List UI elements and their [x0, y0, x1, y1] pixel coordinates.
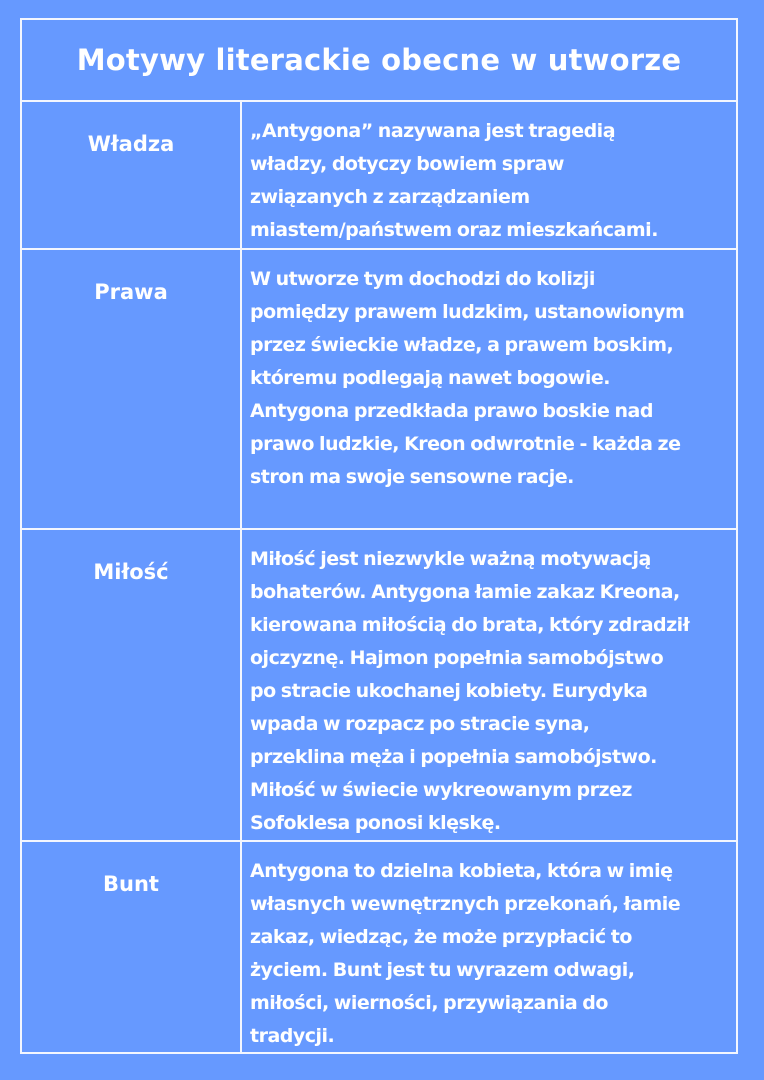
motif-label: Prawa [94, 280, 168, 304]
motif-label-cell [22, 842, 242, 1052]
motif-description: Miłość jest niezwykle ważną motywacją bohaterów. Antygona łamie zakaz Kreona, kierowana miłością do brata, który zdradził ojczyznę. Hajmon popełnia samobójstwo po stracie ukochanej kobiety. Eurydyka wpada w rozpacz po stracie syna, przeklina męża i popełnia samobójstwo. Miłość w świecie wykreowanym przez Sofoklesa ponosi klęskę. [250, 548, 690, 834]
table-header [22, 20, 736, 102]
motif-label: Bunt [103, 872, 159, 896]
page-title: Motywy literackie obecne w utworze [76, 43, 682, 77]
motif-label-cell [22, 530, 242, 840]
table-row [22, 102, 736, 250]
motif-label-cell [22, 102, 242, 248]
motif-label: Władza [87, 132, 175, 156]
table-row [22, 842, 736, 1052]
motif-description-cell [242, 102, 736, 248]
motif-description-cell [242, 250, 736, 528]
table-row [22, 250, 736, 530]
motif-description-cell [242, 530, 736, 840]
motif-description: Antygona to dzielna kobieta, która w imię własnych wewnętrznych przekonań, łamie zakaz, wiedząc, że może przypłacić to życiem. Bunt jest tu wyrazem odwagi, miłości, wierności, przywiązania do tradycji. [250, 860, 681, 1047]
motif-description: W utworze tym dochodzi do kolizji pomiędzy prawem ludzkim, ustanowionym przez świeckie władze, a prawem boskim, któremu podlegają nawet bogowie. Antygona przedkłada prawo boskie nad prawo ludzkie, Kreon odwrotnie - każda ze stron ma swoje sensowne racje. [250, 268, 685, 488]
motifs-table [20, 18, 738, 1054]
table-row [22, 530, 736, 842]
motif-description-cell [242, 842, 736, 1052]
motif-description: „Antygona” nazywana jest tragedią władzy, dotyczy bowiem spraw związanych z zarządzaniem miastem/państwem oraz mieszkańcami. [250, 120, 658, 241]
motif-label-cell [22, 250, 242, 528]
motif-label: Miłość [93, 560, 169, 584]
